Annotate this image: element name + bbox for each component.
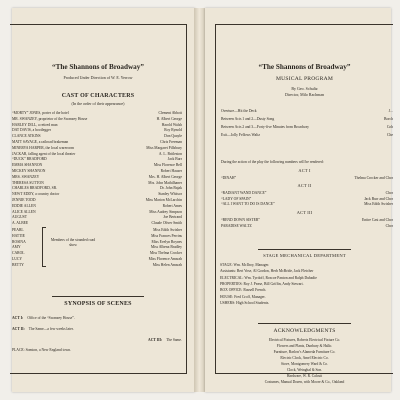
- stage-heading: STAGE MECHANICAL DEPARTMENT: [263, 253, 346, 258]
- chorus-role: BETTY: [12, 262, 24, 267]
- ack-line: Clock, Weinghal & Son.: [286, 368, 323, 372]
- music-item: Between Acts 2 and 3—Forty-five Minutes from Broadway: [221, 125, 309, 129]
- cast-role: HARLEY DILL, a retired man: [12, 122, 58, 127]
- song-row: [216, 223, 393, 229]
- chorus-actor: Miss Florence Amsrah: [148, 257, 182, 261]
- music-row: [216, 124, 393, 130]
- program-heading: MUSICAL PROGRAM: [275, 76, 334, 82]
- left-page-border: [10, 24, 187, 374]
- music-row: [216, 116, 393, 122]
- cast-actor: Miss Margaret Pillsbury: [146, 145, 182, 150]
- cast-actor: Clement Abbott: [158, 111, 182, 115]
- stage-line: PROPERTIES: Roy J. Pease, Bill Griffin, Andy Stewart.: [220, 281, 304, 286]
- cast-role: “MORTY” JONES, porter of the hotel: [12, 111, 69, 115]
- song-title: “LADY OF SPAIN”: [221, 196, 252, 201]
- chorus-role: AMY: [12, 245, 21, 250]
- cast-role: MATT SAVAGE, a railroad brakeman: [12, 140, 69, 144]
- song-performer: Chor: [385, 190, 393, 195]
- scene-act: ACT II:: [12, 327, 25, 331]
- chorus-actor: Miss Helen Amsrah: [152, 262, 182, 267]
- place-line: PLACE: Somton, a New England town.: [12, 348, 71, 352]
- cast-actor: Mrs. John Mathilhaner: [148, 180, 182, 185]
- cast-role: MICKEY SHANNON: [12, 169, 46, 173]
- cast-row: [10, 220, 186, 226]
- cast-actor: Harold Walsh: [161, 122, 182, 127]
- cast-role: ALICE ALLEN: [12, 209, 36, 214]
- program-by: By Geo. Schultz: [291, 86, 318, 91]
- chorus-note: Members of the stranded road show: [50, 238, 96, 247]
- cast-role: CHARLES BRADFORD, SR.: [12, 186, 58, 191]
- stage-line: BOX OFFICE: Russell French.: [220, 288, 267, 293]
- song-performer: Jack Burr and Chor: [364, 196, 393, 201]
- act-label: ACT II: [297, 183, 312, 189]
- song-row: [216, 175, 393, 181]
- ack-line: Electric Clock, Amel Electric Co.: [280, 356, 329, 360]
- scene-row: [12, 327, 182, 331]
- cast-role: “DUCK” BRADFORD: [12, 157, 47, 162]
- chorus-role: CAROL: [12, 251, 25, 256]
- cast-role: MR. SWANZEY, proprietor of the Swanzey House: [12, 116, 88, 121]
- chorus-actor: Miss Evelyn Boynes: [151, 239, 182, 244]
- during-note: During the action of the play the following numbers will be rendered:: [221, 160, 324, 164]
- cast-role: JENNIE TODD: [12, 198, 36, 202]
- chorus-role: ROSINA: [12, 239, 26, 244]
- ack-line: Stove, Montgomery Ward & Co.: [281, 362, 328, 366]
- stage-line: HOUSE: Fred Croff, Manager.: [220, 294, 266, 299]
- act-label: ACT I: [298, 168, 311, 173]
- cast-actor: Miss Florence Bell: [153, 163, 182, 168]
- cast-actor: Don Quayle: [164, 134, 182, 139]
- music-item: Overture—Hit the Deck: [221, 109, 257, 113]
- program-director: Director, Milo Rachman: [284, 92, 325, 97]
- chorus-role: HATTIE: [12, 233, 25, 238]
- cast-actor: H. Albert George: [156, 116, 182, 121]
- scene-desc: The Same—a few weeks later.: [28, 327, 74, 331]
- music-credit: Coh: [386, 125, 393, 129]
- scene-row: [12, 316, 182, 320]
- cast-role: EDDIE ALLEN: [12, 203, 36, 208]
- song-performer: Chor: [385, 223, 393, 228]
- cast-actor: Miss Audrey Simpson: [149, 209, 182, 214]
- cast-actor: Miss Marion McLarchin: [145, 198, 182, 202]
- scene-row: [148, 338, 182, 342]
- song-performer: Miss Edith Swisher: [364, 202, 393, 207]
- song-title: “BEND DOWN SISTER”: [221, 217, 260, 222]
- right-page-title: “The Shannons of Broadway”: [258, 63, 351, 71]
- ack-line: Costumes, Manual Dozen, with Moore & Co., Oakland: [264, 380, 345, 384]
- music-credit: Che: [387, 133, 393, 137]
- ack-line: Flowers and Plants, Dunbury & Hallo.: [276, 344, 333, 348]
- song-title: PARADISE WALTZ: [221, 223, 252, 228]
- song-title: “DINAH”: [221, 175, 237, 180]
- music-credit: J...: [388, 109, 393, 113]
- cast-actor: Mrs. H. Albert George: [148, 174, 182, 179]
- cast-actor: Jack Burr: [167, 157, 182, 162]
- right-page: [205, 8, 391, 392]
- scene-act: ACT I:: [12, 316, 24, 320]
- scene-act: ACT III:: [148, 338, 163, 342]
- stage-line: ELECTRICAL: Wm. Tyrdoff, Roscoe Panton and Ralph Dubadie: [220, 275, 317, 280]
- production-credit: Produced Under Direction of W. E. Yerrow: [63, 75, 133, 80]
- ack-heading: ACKNOWLEDGMENTS: [273, 328, 336, 334]
- divider: [258, 249, 351, 250]
- song-row: [216, 201, 393, 207]
- cast-actor: Stanley Whitsor: [158, 192, 182, 197]
- song-performer: Thelma Crocker and Chor: [354, 175, 393, 180]
- ack-line: Hardware, W. R. Calcutt: [286, 374, 323, 378]
- chorus-role: PEARL: [12, 228, 24, 232]
- music-row: [216, 132, 393, 138]
- left-page: [12, 8, 195, 392]
- cast-role: A. ALBEE: [12, 221, 29, 226]
- cast-subheading: (In the order of their appearance): [71, 101, 125, 106]
- chorus-actor: Miss Edith Swisher: [153, 228, 182, 232]
- scene-desc: The Same.: [166, 338, 182, 342]
- divider: [258, 323, 351, 324]
- chorus-actor: Miss Frances Perrins: [151, 233, 182, 238]
- music-credit: Borch: [383, 117, 393, 121]
- cast-actor: Robert Ames: [162, 203, 182, 208]
- cast-role: AUGUST: [12, 215, 27, 220]
- song-performer: Entire Cast and Chor: [361, 217, 393, 222]
- cast-role: EMMA SHANNON: [12, 163, 43, 168]
- cast-role: MRS. SWANZEY: [12, 174, 40, 179]
- cast-actor: Robert Hauser: [160, 169, 182, 173]
- cast-role: JACKAR, falling agent of the local theater: [12, 151, 76, 156]
- scenes-heading: SYNOPSIS OF SCENES: [64, 301, 132, 307]
- act-label: ACT III: [296, 210, 313, 216]
- cast-actor: Roy Rynold: [164, 128, 182, 133]
- left-page-title: “The Shannons of Broadway”: [52, 63, 144, 71]
- right-page-border: [215, 24, 393, 384]
- chorus-actor: Miss Albena Bradley: [150, 245, 182, 250]
- chorus-bracket: [42, 227, 46, 267]
- cast-actor: Claude Oliver Smith: [151, 221, 182, 226]
- cast-actor: Dr. John Bajak: [159, 186, 182, 191]
- ack-line: Furniture, Barlow's Alameda Furniture Co.: [273, 350, 336, 354]
- scene-desc: Office of the “Swanzey House”.: [27, 316, 75, 320]
- song-title: “RADIANT WAND DANCE”: [221, 190, 267, 195]
- stage-line: STAGE: Wm. McIlroy, Manager.: [220, 263, 270, 267]
- cast-actor: Joe Bertrand: [163, 215, 182, 220]
- stage-line: Assistants: Bert Vose, Al Gordon, Herb McBride, Jack Fletcher: [220, 269, 314, 274]
- cast-role: CLANCE ATKINS: [12, 134, 41, 139]
- stage-line: USHERS: High School Students.: [220, 300, 270, 305]
- cast-actor: A. L. Britleston: [158, 151, 182, 156]
- cast-role: MINERVA HARPER, the local wareroom: [12, 145, 75, 150]
- chorus-actor: Miss Thelma Crocker: [149, 251, 182, 256]
- music-row: [216, 108, 393, 114]
- cast-role: DAT DAVIS, a bootlegger: [12, 128, 51, 133]
- music-item: Exit—Jolly Fellows Waltz: [221, 133, 260, 137]
- music-item: Between Acts 1 and 2—Dusty Song: [221, 117, 275, 121]
- cast-role: NEWT EDDY, a country doctor: [12, 192, 60, 197]
- chorus-role: LUCY: [12, 257, 23, 261]
- cast-heading: CAST OF CHARACTERS: [61, 93, 135, 99]
- divider: [52, 296, 144, 297]
- song-title: “ALL I WANT TO DO IS DANCE”: [221, 202, 275, 207]
- cast-role: THERESA SUTTON: [12, 180, 44, 185]
- cast-actor: Chris Freeman: [160, 140, 182, 144]
- ack-line: Electrical Fixtures, Roberts Electrical Fixture Co.: [268, 338, 341, 342]
